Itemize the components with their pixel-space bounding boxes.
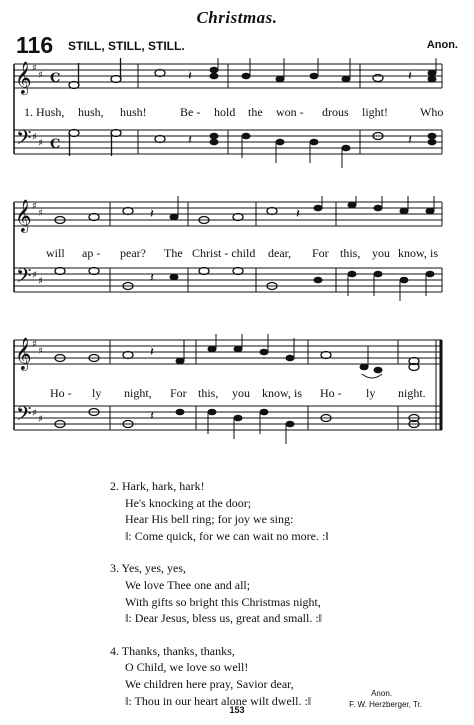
lyric-word: ap - (82, 246, 101, 260)
lyric-word: night. (398, 386, 426, 400)
hymn-title: STILL, STILL, STILL. (68, 39, 185, 53)
lyric-word: Be - (180, 105, 201, 119)
svg-text:♯: ♯ (38, 208, 43, 219)
additional-verses (110, 478, 329, 725)
lyric-word: you (232, 386, 250, 400)
svg-text:𝄢: 𝄢 (16, 126, 32, 154)
svg-text:♯: ♯ (38, 70, 43, 81)
svg-text:♯: ♯ (38, 138, 43, 149)
lyric-word: the (248, 105, 263, 119)
svg-text:𝄽: 𝄽 (150, 206, 154, 221)
hymn-number: 116 (16, 32, 54, 58)
verse-line: ‖: Thou in our heart alone wilt dwell. :‖ (125, 693, 312, 708)
credit-author: Anon. (371, 689, 392, 698)
svg-text:𝄽: 𝄽 (408, 68, 412, 83)
lyric-word: For (312, 246, 329, 260)
lyric-word: know, (262, 386, 291, 400)
lyric-word: won - (276, 105, 304, 119)
lyric-word: 1. Hush, (24, 105, 65, 119)
verse-line: He's knocking at the door; (125, 495, 252, 510)
hymn-header (0, 0, 474, 60)
lyric-word: know, (398, 246, 427, 260)
lyric-word: you (372, 246, 390, 260)
svg-text:♯: ♯ (32, 132, 37, 143)
lyric-word: this, (198, 386, 219, 400)
lyric-word: ly (366, 386, 376, 400)
svg-text:𝄞: 𝄞 (15, 199, 32, 232)
lyric-word: is (294, 386, 303, 400)
svg-text:𝄞: 𝄞 (15, 337, 32, 370)
lyric-word: dear, (268, 246, 292, 260)
svg-text:𝄢: 𝄢 (16, 264, 32, 292)
svg-text:♯: ♯ (32, 270, 37, 281)
svg-text:♯: ♯ (38, 414, 43, 425)
svg-text:𝄞: 𝄞 (15, 61, 32, 94)
lyric-word: is (430, 246, 439, 260)
lyric-word: hush! (120, 105, 147, 119)
verse-2 (110, 478, 329, 544)
lyric-word: hush, (78, 105, 104, 119)
verse-line: We children here pray, Savior dear, (125, 676, 294, 691)
svg-text:𝄽: 𝄽 (188, 132, 192, 147)
credit-translator: F. W. Herzberger, Tr. (349, 700, 422, 709)
lyric-word: ly (92, 386, 102, 400)
lyric-word: night, (124, 386, 152, 400)
svg-text:𝄽: 𝄽 (188, 68, 192, 83)
svg-text:𝄽: 𝄽 (296, 206, 300, 221)
lyric-word: drous (322, 105, 349, 119)
music-system-1 (0, 58, 474, 170)
verse-line: 4. Thanks, thanks, thanks, (110, 643, 235, 658)
svg-text:♯: ♯ (32, 63, 37, 74)
lyric-word: The (164, 246, 183, 260)
lyric-word: will (46, 246, 65, 260)
verse-line: ‖: Come quick, for we can wait no more. :‖ (125, 528, 329, 543)
lyric-word: this, (340, 246, 361, 260)
verse-line: 3. Yes, yes, yes, (110, 561, 187, 576)
svg-text:𝄽: 𝄽 (150, 344, 154, 359)
lyric-word: Ho - (320, 386, 342, 400)
lyric-word: Who (420, 105, 444, 119)
verse-3 (110, 560, 329, 626)
svg-text:C: C (50, 71, 61, 86)
lyric-word: Christ - child (192, 246, 256, 260)
svg-text:♯: ♯ (32, 201, 37, 212)
verse-line: Hear His bell ring; for joy we sing: (125, 512, 294, 527)
lyric-word: hold (214, 105, 236, 119)
svg-text:𝄢: 𝄢 (16, 402, 32, 430)
lyric-word: light! (362, 105, 388, 119)
svg-text:♯: ♯ (32, 339, 37, 350)
lyric-word: Ho - (50, 386, 72, 400)
verse-line: With gifts so bright this Christmas night, (125, 594, 321, 609)
page-number: 153 (229, 705, 245, 715)
verse-line: O Child, we love so well! (125, 660, 249, 675)
svg-text:♯: ♯ (38, 276, 43, 287)
svg-text:C: C (50, 137, 61, 152)
lyric-word: For (170, 386, 187, 400)
verse-line: 2. Hark, hark, hark! (110, 479, 205, 493)
svg-text:𝄽: 𝄽 (150, 270, 154, 285)
svg-text:♯: ♯ (32, 408, 37, 419)
lyric-word: pear? (120, 246, 146, 260)
svg-text:♯: ♯ (38, 346, 43, 357)
verse-line: ‖: Dear Jesus, bless us, great and small. :‖ (125, 611, 323, 626)
hymn-attribution: Anon. (426, 39, 458, 51)
verse-line: We love Thee one and all; (125, 577, 251, 592)
verse-4 (110, 643, 329, 709)
svg-text:𝄽: 𝄽 (408, 132, 412, 147)
svg-text:𝄽: 𝄽 (150, 408, 154, 423)
section-title: Christmas. (196, 8, 278, 27)
